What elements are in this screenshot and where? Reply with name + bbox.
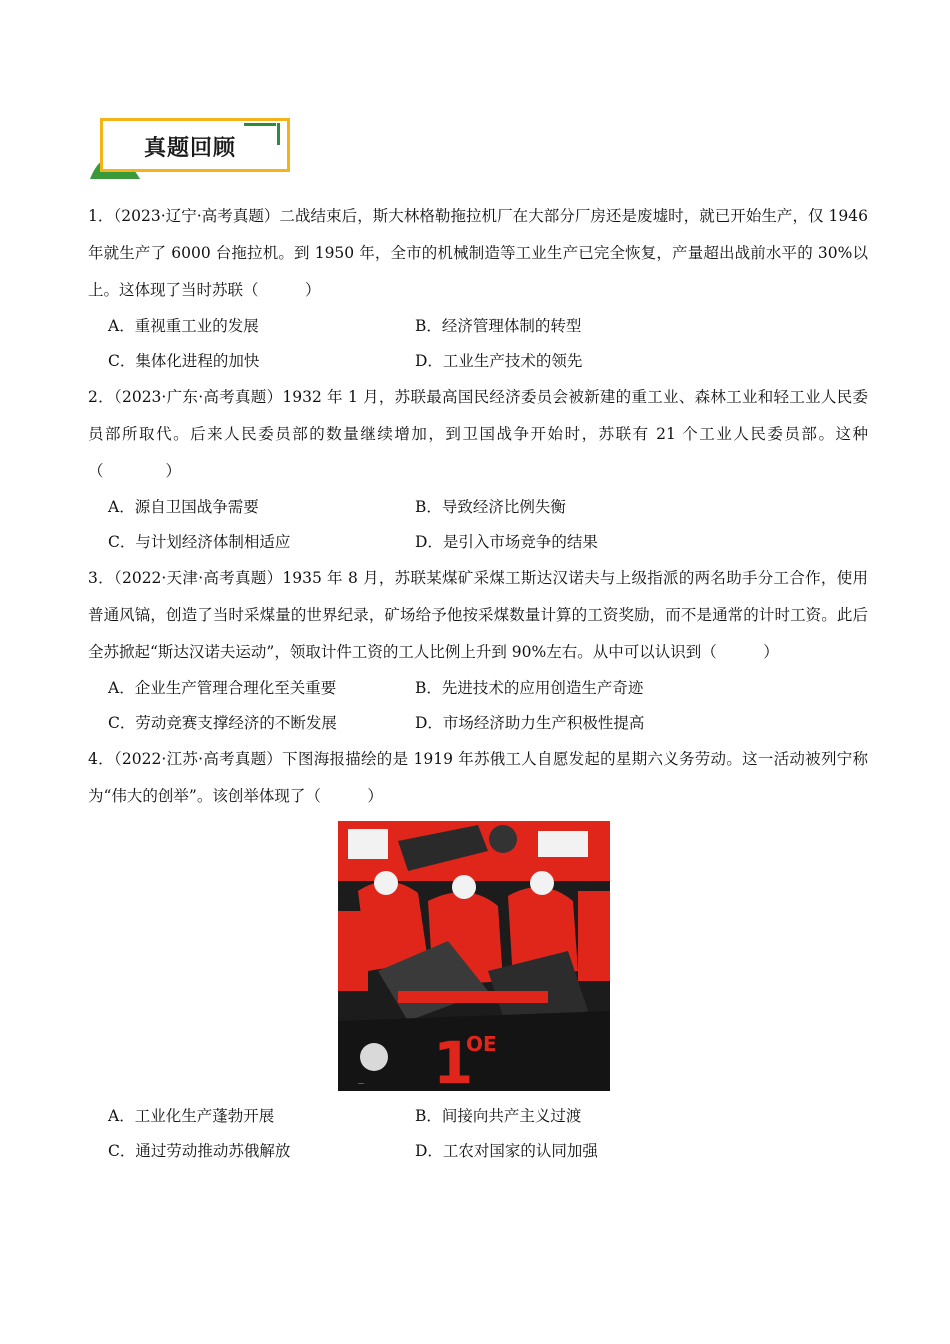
question-3 — [88, 560, 868, 741]
option-d[interactable]: D．工业生产技术的领先 — [415, 352, 583, 370]
option-grid — [88, 309, 868, 379]
question-4 — [88, 741, 868, 1169]
subbotnik-poster-image — [338, 821, 610, 1091]
option-b[interactable]: B．经济管理体制的转型 — [415, 317, 582, 335]
question-1 — [88, 198, 868, 379]
section-title: 真题回顾 — [144, 136, 237, 161]
option-grid — [88, 671, 868, 741]
question-stem: 1．（2023·辽宁·高考真题）二战结束后，斯大林格勒拖拉机厂在大部分厂房还是废墟时，就已开始生产，仅 1946 年就生产了 6000 台拖拉机。到 1950 年，全市的机械制造等工业生产已完全恢复，产量超出战前水平的 30%以上。这体现了当时苏联（ ） — [88, 207, 868, 299]
option-c[interactable]: C．劳动竞赛支撑经济的不断发展 — [108, 714, 337, 732]
question-stem: 2．（2023·广东·高考真题）1932 年 1 月，苏联最高国民经济委员会被新建的重工业、森林工业和轻工业人民委员部所取代。后来人民委员部的数量继续增加，到卫国战争开始时，苏联有 21 个工业人民委员部。这种（ ） — [88, 388, 868, 480]
badge-mark-horizontal — [244, 123, 276, 126]
svg-text:—: — — [358, 1080, 364, 1087]
badge-mark — [277, 123, 280, 145]
section-header-badge — [88, 115, 298, 181]
option-b[interactable]: B．间接向共产主义过渡 — [415, 1107, 582, 1125]
question-2 — [88, 379, 868, 560]
option-c[interactable]: C．通过劳动推动苏俄解放 — [108, 1142, 291, 1160]
poster-number: 1 — [433, 1029, 474, 1091]
option-grid — [88, 490, 868, 560]
question-stem: 4．（2022·江苏·高考真题）下图海报描绘的是 1919 年苏俄工人自愿发起的星期六义务劳动。这一活动被列宁称为“伟大的创举”。该创举体现了（ ） — [88, 750, 868, 805]
option-b[interactable]: B．先进技术的应用创造生产奇迹 — [415, 679, 644, 697]
option-b[interactable]: B．导致经济比例失衡 — [415, 498, 566, 516]
poster-suffix: OE — [466, 1032, 497, 1056]
option-a[interactable]: A．源自卫国战争需要 — [108, 498, 259, 516]
option-d[interactable]: D．工农对国家的认同加强 — [415, 1142, 598, 1160]
question-stem: 3．（2022·天津·高考真题）1935 年 8 月，苏联某煤矿采煤工斯达汉诺夫与上级指派的两名助手分工合作，使用普通风镐，创造了当时采煤量的世界纪录，矿场给予他按采煤数量计算的工资奖励，而不是通常的计时工资。此后全苏掀起“斯达汉诺夫运动”，领取计件工资的工人比例上升到 90%左右。从中可以认识到（ ） — [88, 569, 868, 661]
option-a[interactable]: A．工业化生产蓬勃开展 — [108, 1107, 275, 1125]
option-a[interactable]: A．企业生产管理合理化至关重要 — [108, 679, 337, 697]
option-c[interactable]: C．集体化进程的加快 — [108, 352, 260, 370]
option-d[interactable]: D．是引入市场竞争的结果 — [415, 533, 598, 551]
question-list — [88, 198, 868, 1169]
option-a[interactable]: A．重视重工业的发展 — [108, 317, 259, 335]
option-grid — [88, 1099, 868, 1169]
option-c[interactable]: C．与计划经济体制相适应 — [108, 533, 291, 551]
option-d[interactable]: D．市场经济助力生产积极性提高 — [415, 714, 645, 732]
